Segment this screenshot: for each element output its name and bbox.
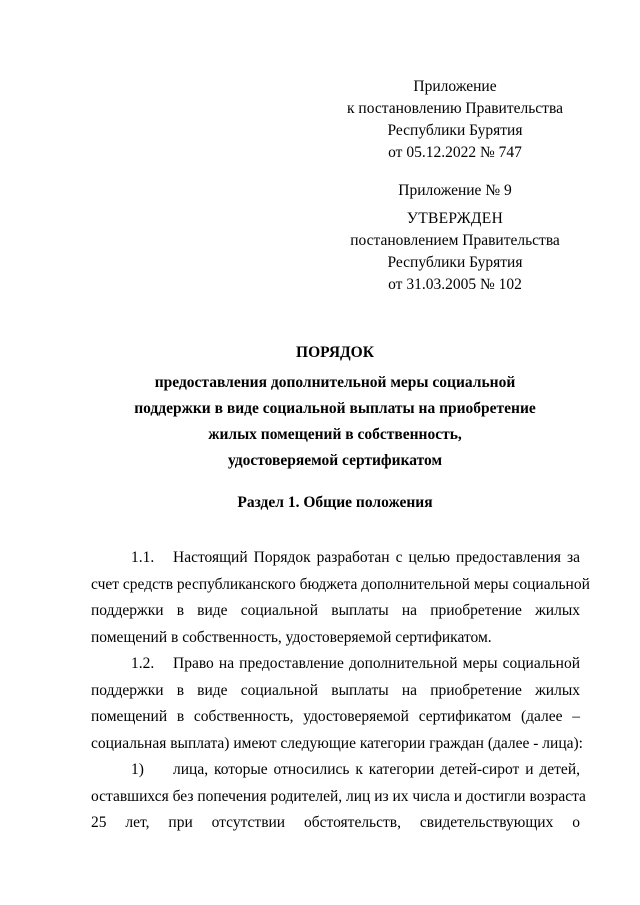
title-subline: предоставления дополнительной меры социальной xyxy=(154,374,516,391)
paragraph-line: 25 лет, при отсутствии обстоятельств, свидетельствующих о xyxy=(91,814,580,831)
approved-label: УТВЕРЖДЕН xyxy=(406,210,504,227)
section-heading: Раздел 1. Общие положения xyxy=(237,494,433,511)
paragraph-number: 1.2. xyxy=(131,655,155,672)
title-subline: удостоверяемой сертификатом xyxy=(227,452,443,469)
list-item-number: 1) xyxy=(131,761,144,778)
paragraph-line xyxy=(91,651,580,678)
appendix-date-number: от 05.12.2022 № 747 xyxy=(388,144,522,161)
appendix-resolution-ref: к постановлению Правительства xyxy=(347,100,563,117)
paragraph-text: Право на предоставление дополнительной меры социальной xyxy=(173,655,580,672)
paragraph-line: помещений в собственность, удостоверяемой сертификатом. xyxy=(91,628,492,646)
paragraph-number: 1.1. xyxy=(131,549,155,566)
paragraph-line: поддержки в виде социальной выплаты на приобретение жилых xyxy=(91,681,580,699)
paragraph-line: поддержки в виде социальной выплаты на приобретение жилых xyxy=(91,602,580,619)
paragraph-line xyxy=(91,757,580,784)
document-title xyxy=(60,340,610,474)
appendix-republic: Республики Бурятия xyxy=(387,122,523,139)
paragraph-text: лица, которые относились к категории детей-сирот и детей, xyxy=(173,761,580,778)
approved-date-number: от 31.03.2005 № 102 xyxy=(388,276,522,293)
paragraph-line: социальная выплата) имеют следующие категории граждан (далее - лица): xyxy=(91,734,583,752)
title-subline: жилых помещений в собственность, xyxy=(208,426,462,443)
paragraph-line: счет средств республиканского бюджета дополнительной меры социальной xyxy=(91,575,590,593)
paragraph-line: оставшихся без попечения родителей, лиц из их числа и достигли возраста xyxy=(91,787,586,805)
approved-by: постановлением Правительства xyxy=(350,232,560,249)
approved-republic: Республики Бурятия xyxy=(387,254,523,271)
appendix-header xyxy=(330,76,580,164)
paragraph-line: помещений в собственность, удостоверяемой сертификатом (далее – xyxy=(91,708,580,725)
paragraph-line xyxy=(91,545,580,572)
document-body xyxy=(91,545,590,837)
appendix-number: Приложение № 9 xyxy=(398,182,512,199)
title-subline: поддержки в виде социальной выплаты на приобретение xyxy=(134,400,536,417)
approval-block xyxy=(330,180,580,296)
paragraph-text: Настоящий Порядок разработан с целью предоставления за xyxy=(173,549,580,566)
appendix-label: Приложение xyxy=(413,78,497,95)
title-main: ПОРЯДОК xyxy=(296,344,374,361)
